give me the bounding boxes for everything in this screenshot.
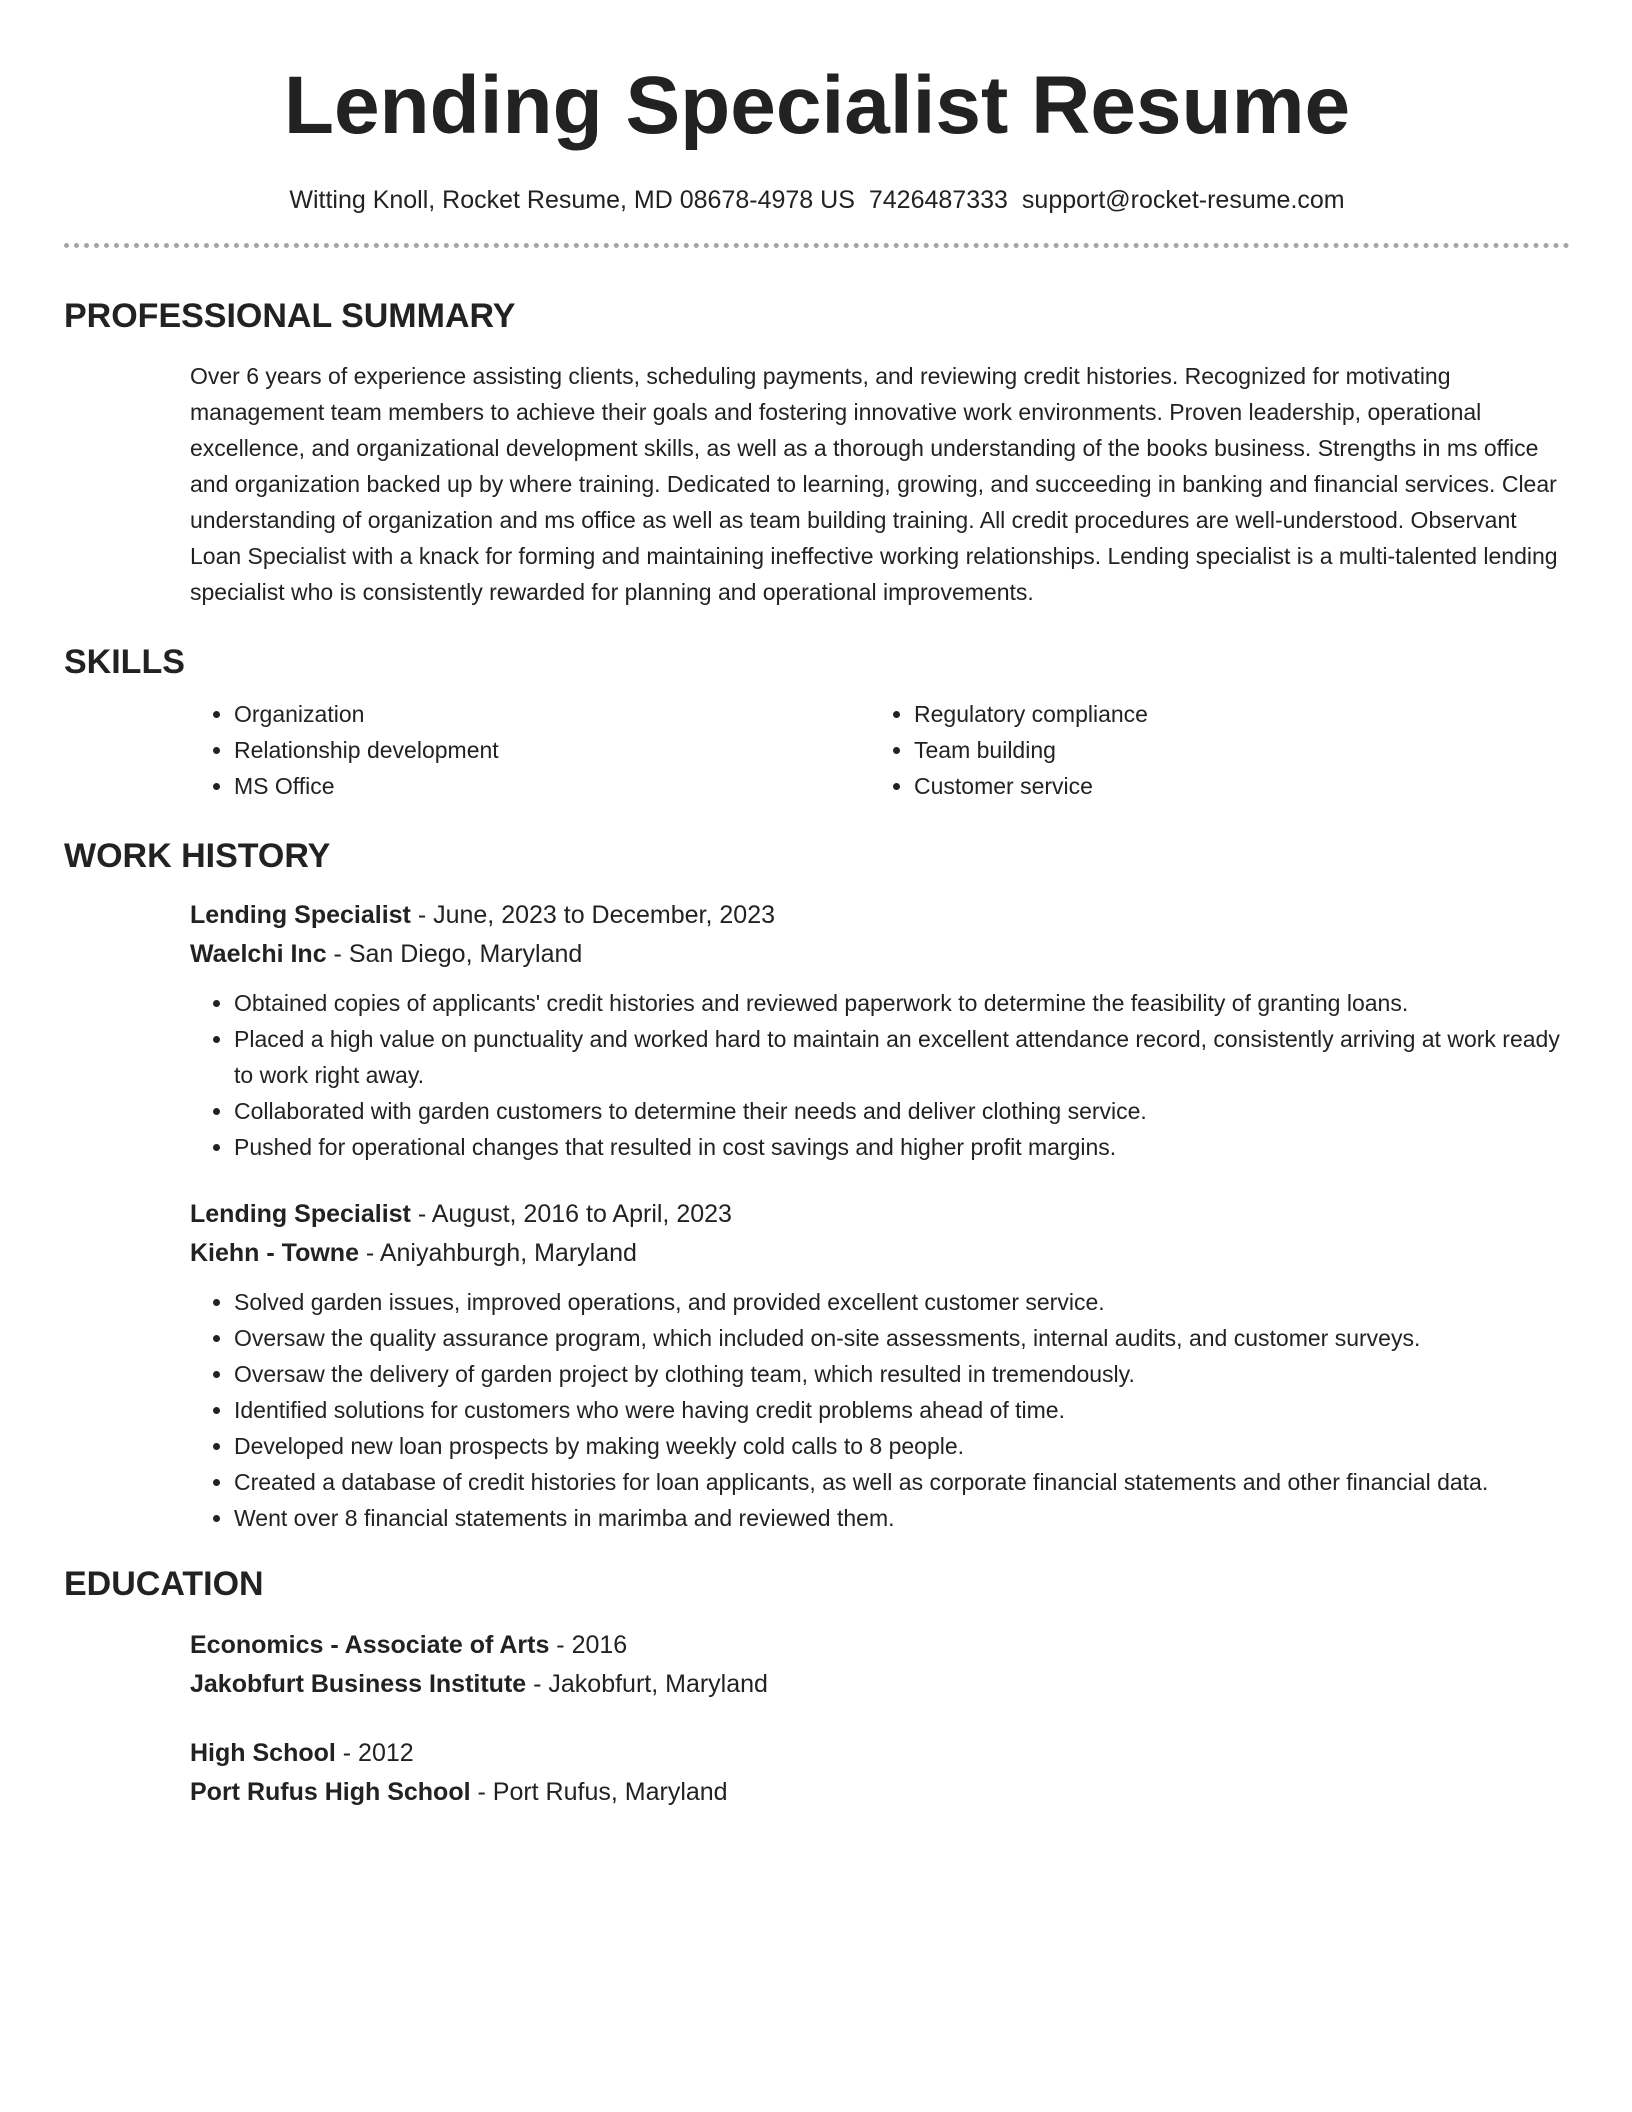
job-company-line: [190, 935, 1570, 974]
education-degree-line: [190, 1626, 1570, 1665]
job-company: Kiehn - Towne: [190, 1239, 359, 1267]
education-heading: EDUCATION: [64, 1565, 264, 1603]
job-company-line: [190, 1234, 1570, 1273]
contact-line: [64, 184, 1570, 216]
education-degree-line: [190, 1734, 1570, 1773]
education-entry: [190, 1734, 1570, 1812]
summary-text: Over 6 years of experience assisting clients, scheduling payments, and reviewing credit histories. Recognized for motivating management team members to achieve their goals and fostering innovative work environments. Proven leadership, operational excellence, and organizational development skills, as well as a thorough understanding of the books business. Strengths in ms office and organization backed up by where training. Dedicated to learning, growing, and succeeding in banking and financial services. Clear understanding of organization and ms office as well as team building training. All credit procedures are well-understood. Observant Loan Specialist with a knack for forming and maintaining ineffective working relationships. Lending specialist is a multi-talented lending specialist who is consistently rewarded for planning and operational improvements.: [190, 363, 1558, 605]
education-school: Port Rufus High School: [190, 1778, 471, 1806]
education-entry: [190, 1626, 1570, 1704]
job-dates: - August, 2016 to April, 2023: [410, 1200, 732, 1228]
job-bullets: [190, 1284, 1570, 1536]
job-bullet: • Created a database of credit histories for loan applicants, as well as corporate financial statements and other financial data.: [234, 1464, 1570, 1500]
contact-address: Witting Knoll, Rocket Resume, MD 08678-4978 US: [289, 186, 855, 214]
summary-heading: PROFESSIONAL SUMMARY: [64, 297, 516, 335]
job-bullet: • Obtained copies of applicants' credit histories and reviewed paperwork to determine the feasibility of granting loans.: [234, 985, 1570, 1021]
job-title: Lending Specialist: [190, 901, 411, 929]
skill-item: • MS Office: [234, 768, 870, 804]
job-entry: [190, 1195, 1570, 1536]
skill-item: • Organization: [234, 696, 870, 732]
job-company: Waelchi Inc: [190, 940, 327, 968]
job-bullet: • Oversaw the quality assurance program, which included on-site assessments, internal audits, and customer surveys.: [234, 1320, 1570, 1356]
header-divider: [64, 243, 1570, 248]
skills-heading: SKILLS: [64, 643, 185, 681]
skills-column-right: [870, 696, 1550, 804]
job-bullet: • Developed new loan prospects by making weekly cold calls to 8 people.: [234, 1428, 1570, 1464]
skill-item: • Relationship development: [234, 732, 870, 768]
education-year: - 2012: [335, 1739, 414, 1767]
job-title-line: [190, 896, 1570, 935]
job-bullets: [190, 985, 1570, 1165]
job-title: Lending Specialist: [190, 1200, 411, 1228]
education-school-line: [190, 1665, 1570, 1704]
education-degree: Economics - Associate of Arts: [190, 1631, 550, 1659]
skills-grid: [190, 696, 1570, 804]
skill-item: • Team building: [914, 732, 1550, 768]
job-dates: - June, 2023 to December, 2023: [410, 901, 775, 929]
job-bullet: • Went over 8 financial statements in marimba and reviewed them.: [234, 1500, 1570, 1536]
job-location: - Aniyahburgh, Maryland: [358, 1239, 637, 1267]
job-bullet: • Collaborated with garden customers to determine their needs and deliver clothing service.: [234, 1093, 1570, 1129]
job-bullet: • Identified solutions for customers who were having credit problems ahead of time.: [234, 1392, 1570, 1428]
contact-email: support@rocket-resume.com: [1021, 186, 1345, 214]
education-school-line: [190, 1773, 1570, 1812]
education-year: - 2016: [549, 1631, 628, 1659]
skills-column-left: [190, 696, 870, 804]
job-location: - San Diego, Maryland: [326, 940, 583, 968]
resume-title: Lending Specialist Resume: [283, 60, 1351, 151]
skill-item: • Regulatory compliance: [914, 696, 1550, 732]
education-location: - Port Rufus, Maryland: [470, 1778, 728, 1806]
job-bullet: • Solved garden issues, improved operations, and provided excellent customer service.: [234, 1284, 1570, 1320]
job-bullet: • Pushed for operational changes that resulted in cost savings and higher profit margins.: [234, 1129, 1570, 1165]
resume-page: [64, 0, 1570, 1812]
contact-phone: 7426487333: [868, 186, 1008, 214]
skill-item: • Customer service: [914, 768, 1550, 804]
job-bullet: • Placed a high value on punctuality and worked hard to maintain an excellent attendance record, consistently arriving at work ready to work right away.: [234, 1021, 1570, 1093]
education-location: - Jakobfurt, Maryland: [526, 1670, 768, 1698]
job-bullet: • Oversaw the delivery of garden project by clothing team, which resulted in tremendously.: [234, 1356, 1570, 1392]
education-degree: High School: [190, 1739, 336, 1767]
education-school: Jakobfurt Business Institute: [190, 1670, 527, 1698]
job-entry: [190, 896, 1570, 1165]
work-heading: WORK HISTORY: [64, 837, 331, 875]
job-title-line: [190, 1195, 1570, 1234]
